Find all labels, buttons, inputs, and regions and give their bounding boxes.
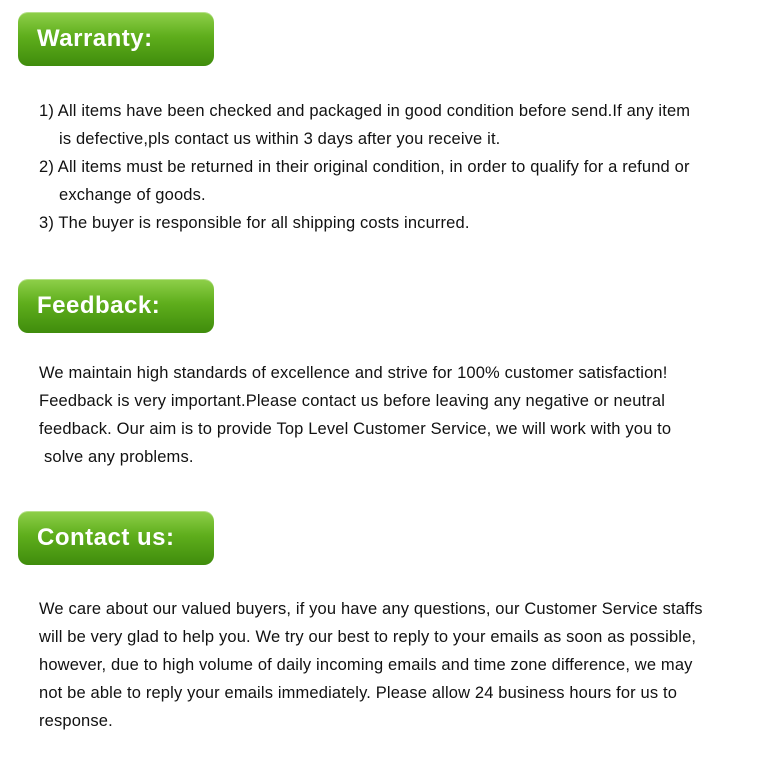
feedback-line: We maintain high standards of excellence and strive for 100% customer satisfaction! xyxy=(39,364,668,382)
feedback-title: Feedback: xyxy=(37,292,161,319)
warranty-line: 1) All items have been checked and packaged in good condition before send.If any item xyxy=(39,102,691,120)
contact-line: We care about our valued buyers, if you have any questions, our Customer Service staffs xyxy=(39,600,703,618)
feedback-line: Feedback is very important.Please contact us before leaving any negative or neutral xyxy=(39,392,666,410)
contact-text xyxy=(39,595,739,735)
feedback-header xyxy=(18,279,214,333)
feedback-text xyxy=(39,359,739,471)
warranty-text xyxy=(39,97,739,237)
feedback-line: solve any problems. xyxy=(44,448,194,466)
contact-header xyxy=(18,511,214,565)
contact-line: response. xyxy=(39,712,113,730)
warranty-header xyxy=(18,12,214,66)
feedback-line: feedback. Our aim is to provide Top Level Customer Service, we will work with you to xyxy=(39,420,672,438)
warranty-line: 2) All items must be returned in their original condition, in order to qualify for a refund or xyxy=(39,158,690,176)
contact-line: not be able to reply your emails immediately. Please allow 24 business hours for us to xyxy=(39,684,678,702)
warranty-line: 3) The buyer is responsible for all shipping costs incurred. xyxy=(39,214,470,232)
contact-title: Contact us: xyxy=(37,524,175,551)
contact-line: however, due to high volume of daily incoming emails and time zone difference, we may xyxy=(39,656,693,674)
warranty-title: Warranty: xyxy=(37,25,153,52)
warranty-line: exchange of goods. xyxy=(59,186,206,204)
contact-line: will be very glad to help you. We try our best to reply to your emails as soon as possible, xyxy=(39,628,697,646)
warranty-line: is defective,pls contact us within 3 days after you receive it. xyxy=(59,130,501,148)
